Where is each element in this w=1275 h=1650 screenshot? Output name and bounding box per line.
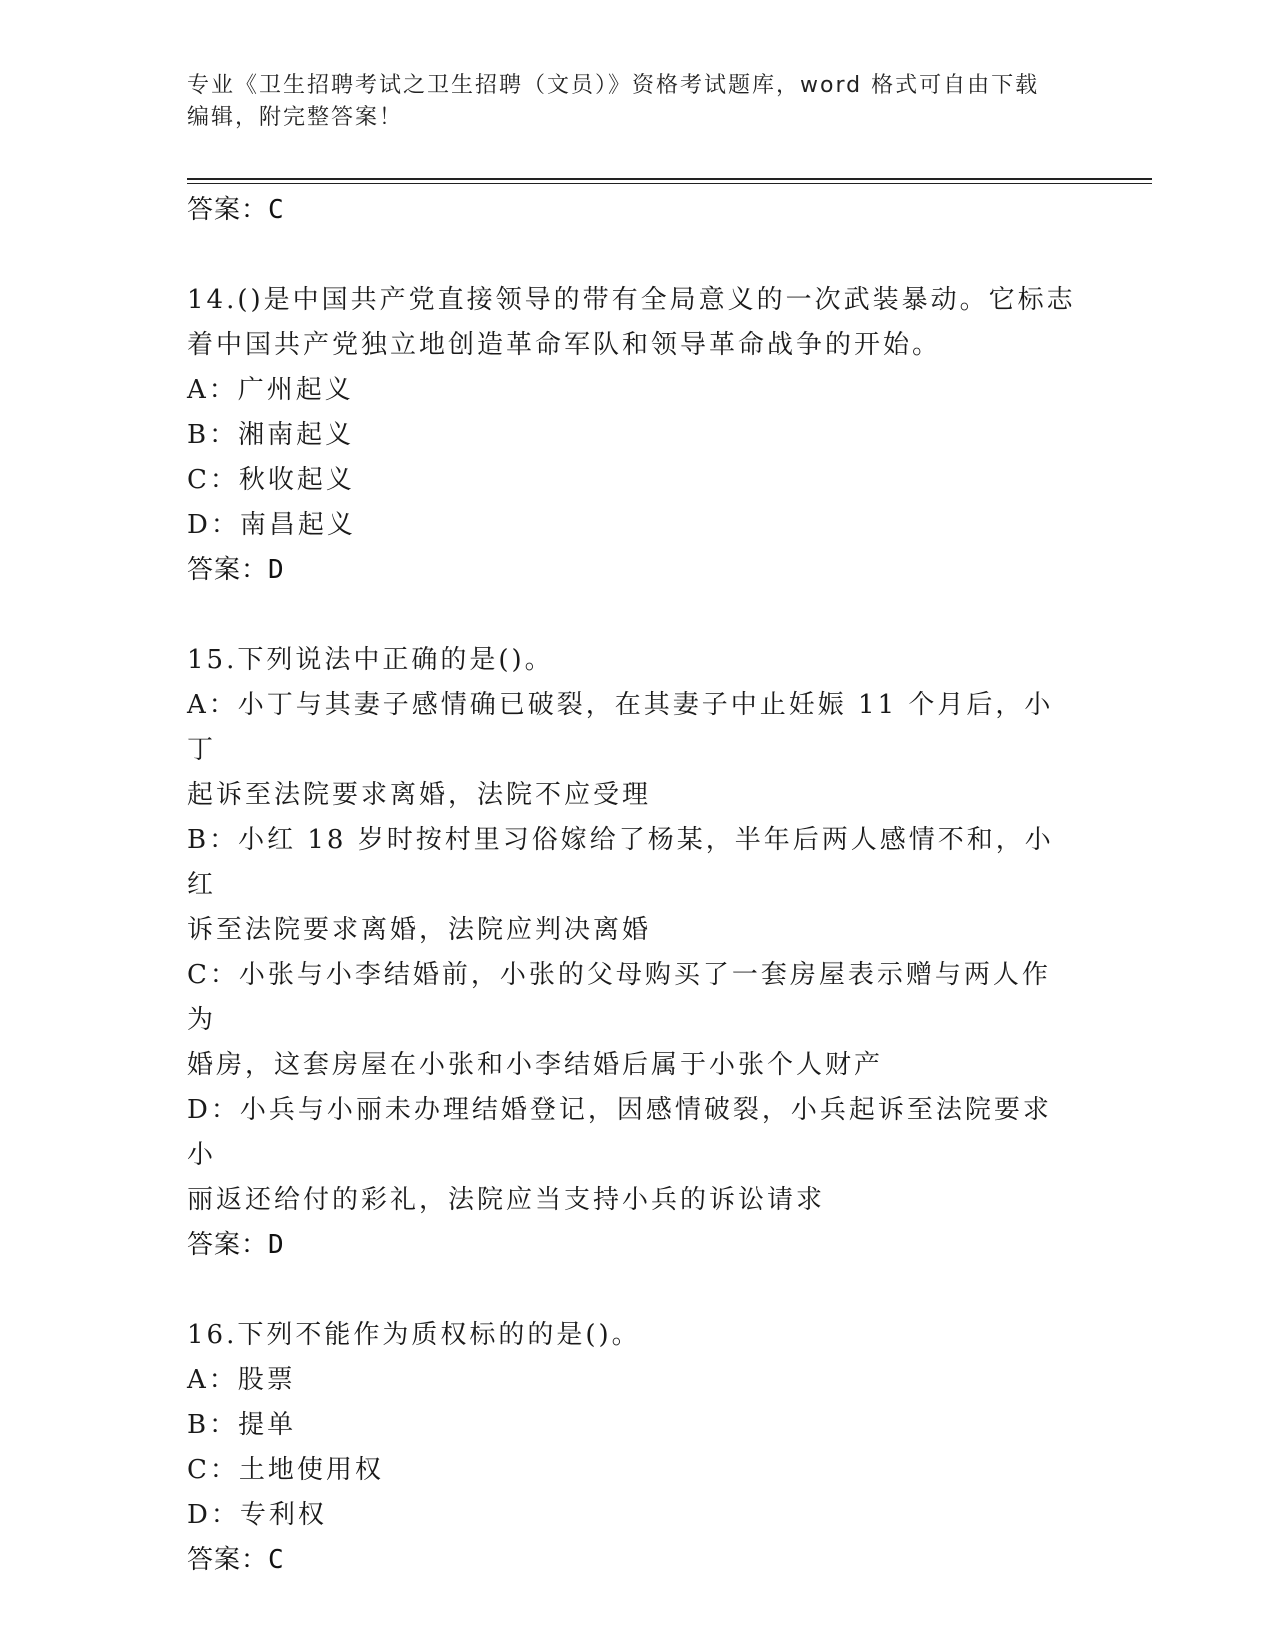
option-b: B：湘南起义: [187, 420, 355, 450]
question-stem-line: 15.下列说法中正确的是()。: [187, 645, 554, 675]
option-a-line-1: A：小丁与其妻子感情确已破裂，在其妻子中止妊娠 11 个月后，小丁: [187, 690, 1054, 765]
question-14: [187, 278, 1077, 593]
option-b: [187, 818, 1077, 953]
answer-label: 答案：: [187, 1230, 269, 1260]
option-d: D：南昌起义: [187, 510, 356, 540]
answer-value: D: [268, 1230, 285, 1260]
answer-value: C: [268, 195, 285, 225]
header-line-2: 编辑，附完整答案！: [187, 105, 404, 130]
option-b-line-1: B：小红 18 岁时按村里习俗嫁给了杨某，半年后两人感情不和，小红: [187, 825, 1054, 900]
document-body: [187, 188, 1077, 1583]
question-answer: [187, 1538, 1077, 1583]
answer-value: D: [268, 555, 285, 585]
option-b: B：提单: [187, 1410, 297, 1440]
option-c: C：土地使用权: [187, 1455, 384, 1485]
option-a: [187, 683, 1077, 818]
header-divider-thick: [187, 178, 1152, 180]
option-c: C：秋收起义: [187, 465, 355, 495]
option-d: D：专利权: [187, 1500, 327, 1530]
option-a: A：股票: [187, 1365, 296, 1395]
question-answer: [187, 548, 1077, 593]
header-divider-thin: [187, 183, 1152, 184]
answer-label: 答案：: [187, 555, 269, 585]
answer-label: 答案：: [187, 1545, 269, 1575]
option-c-line-2: 婚房，这套房屋在小张和小李结婚后属于小张个人财产: [187, 1050, 884, 1080]
question-stem-line: 着中国共产党独立地创造革命军队和领导革命战争的开始。: [187, 330, 942, 360]
option-a: A：广州起义: [187, 375, 354, 405]
question-stem-line: 14.()是中国共产党直接领导的带有全局意义的一次武装暴动。它标志: [187, 285, 1076, 315]
header-line-1: 专业《卫生招聘考试之卫生招聘（文员）》资格考试题库，word 格式可自由下载: [187, 73, 1040, 98]
option-a-line-2: 起诉至法院要求离婚，法院不应受理: [187, 780, 652, 810]
option-b-line-2: 诉至法院要求离婚，法院应判决离婚: [187, 915, 652, 945]
question-15: [187, 638, 1077, 1268]
question-answer: [187, 1223, 1077, 1268]
option-d-line-2: 丽返还给付的彩礼，法院应当支持小兵的诉讼请求: [187, 1185, 826, 1215]
answer-value: C: [268, 1545, 285, 1575]
option-d-line-1: D：小兵与小丽未办理结婚登记，因感情破裂，小兵起诉至法院要求小: [187, 1095, 1052, 1170]
question-16: [187, 1313, 1077, 1583]
question-stem-line: 16.下列不能作为质权标的的是()。: [187, 1320, 641, 1350]
option-c-line-1: C：小张与小李结婚前，小张的父母购买了一套房屋表示赠与两人作为: [187, 960, 1051, 1035]
option-d: [187, 1088, 1077, 1223]
option-c: [187, 953, 1077, 1088]
answer-label: 答案：: [187, 195, 269, 225]
prev-answer: [187, 188, 1077, 233]
document-header: [187, 70, 1087, 134]
